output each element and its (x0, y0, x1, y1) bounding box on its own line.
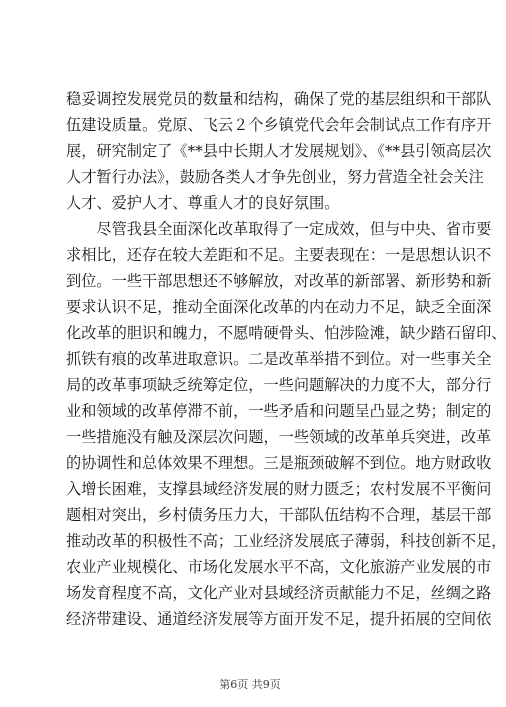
text-line: 场发育程度不高，文化产业对县域经济贡献能力不足，丝绸之路 (66, 584, 492, 602)
text-line: 农业产业规模化、市场化发展水平不高，文化旅游产业发展的市 (66, 558, 492, 576)
text-line: 尽管我县全面深化改革取得了一定成效，但与中央、省市要 (66, 220, 492, 238)
text-line: 伍建设质量。党原、飞云２个乡镇党代会年会制试点工作有序开 (66, 116, 492, 134)
text-line: 业和领域的改革停滞不前，一些矛盾和问题呈凸显之势；制定的 (66, 402, 492, 420)
text-line: 稳妥调控发展党员的数量和结构，确保了党的基层组织和干部队 (66, 90, 492, 108)
text-line: 局的改革事项缺乏统筹定位，一些问题解决的力度不大，部分行 (66, 376, 492, 394)
page-number-footer: 第6页 共9页 (219, 678, 281, 691)
text-line: 化改革的胆识和魄力，不愿啃硬骨头、怕涉险滩，缺少踏石留印、 (66, 324, 506, 342)
text-line: 要求认识不足，推动全面深化改革的内在动力不足，缺乏全面深 (66, 298, 492, 316)
text-line: 抓铁有痕的改革进取意识。二是改革举措不到位。对一些事关全 (66, 350, 492, 368)
body-text (66, 86, 506, 632)
text-line: 到位。一些干部思想还不够解放，对改革的新部署、新形势和新 (66, 272, 492, 290)
text-line: 一些措施没有触及深层次问题，一些领域的改革单兵突进，改革 (66, 428, 492, 446)
text-line: 人才暂行办法》，鼓励各类人才争先创业，努力营造全社会关注 (66, 168, 484, 186)
text-line: 入增长困难，支撑县域经济发展的财力匮乏；农村发展不平衡问 (66, 480, 492, 498)
text-line: 展，研究制定了《**县中长期人才发展规划》、《**县引领高层次 (66, 142, 492, 160)
text-line: 推动改革的积极性不高；工业经济发展底子薄弱，科技创新不足， (66, 532, 506, 550)
text-line: 人才、爱护人才、尊重人才的良好氛围。 (66, 194, 340, 212)
text-line: 题相对突出，乡村债务压力大，干部队伍结构不合理，基层干部 (66, 506, 492, 524)
text-line: 经济带建设、通道经济发展等方面开发不足，提升拓展的空间依 (66, 610, 492, 628)
text-line: 的协调性和总体效果不理想。三是瓶颈破解不到位。地方财政收 (66, 454, 492, 472)
text-line: 求相比，还存在较大差距和不足。主要表现在：一是思想认识不 (66, 246, 492, 264)
